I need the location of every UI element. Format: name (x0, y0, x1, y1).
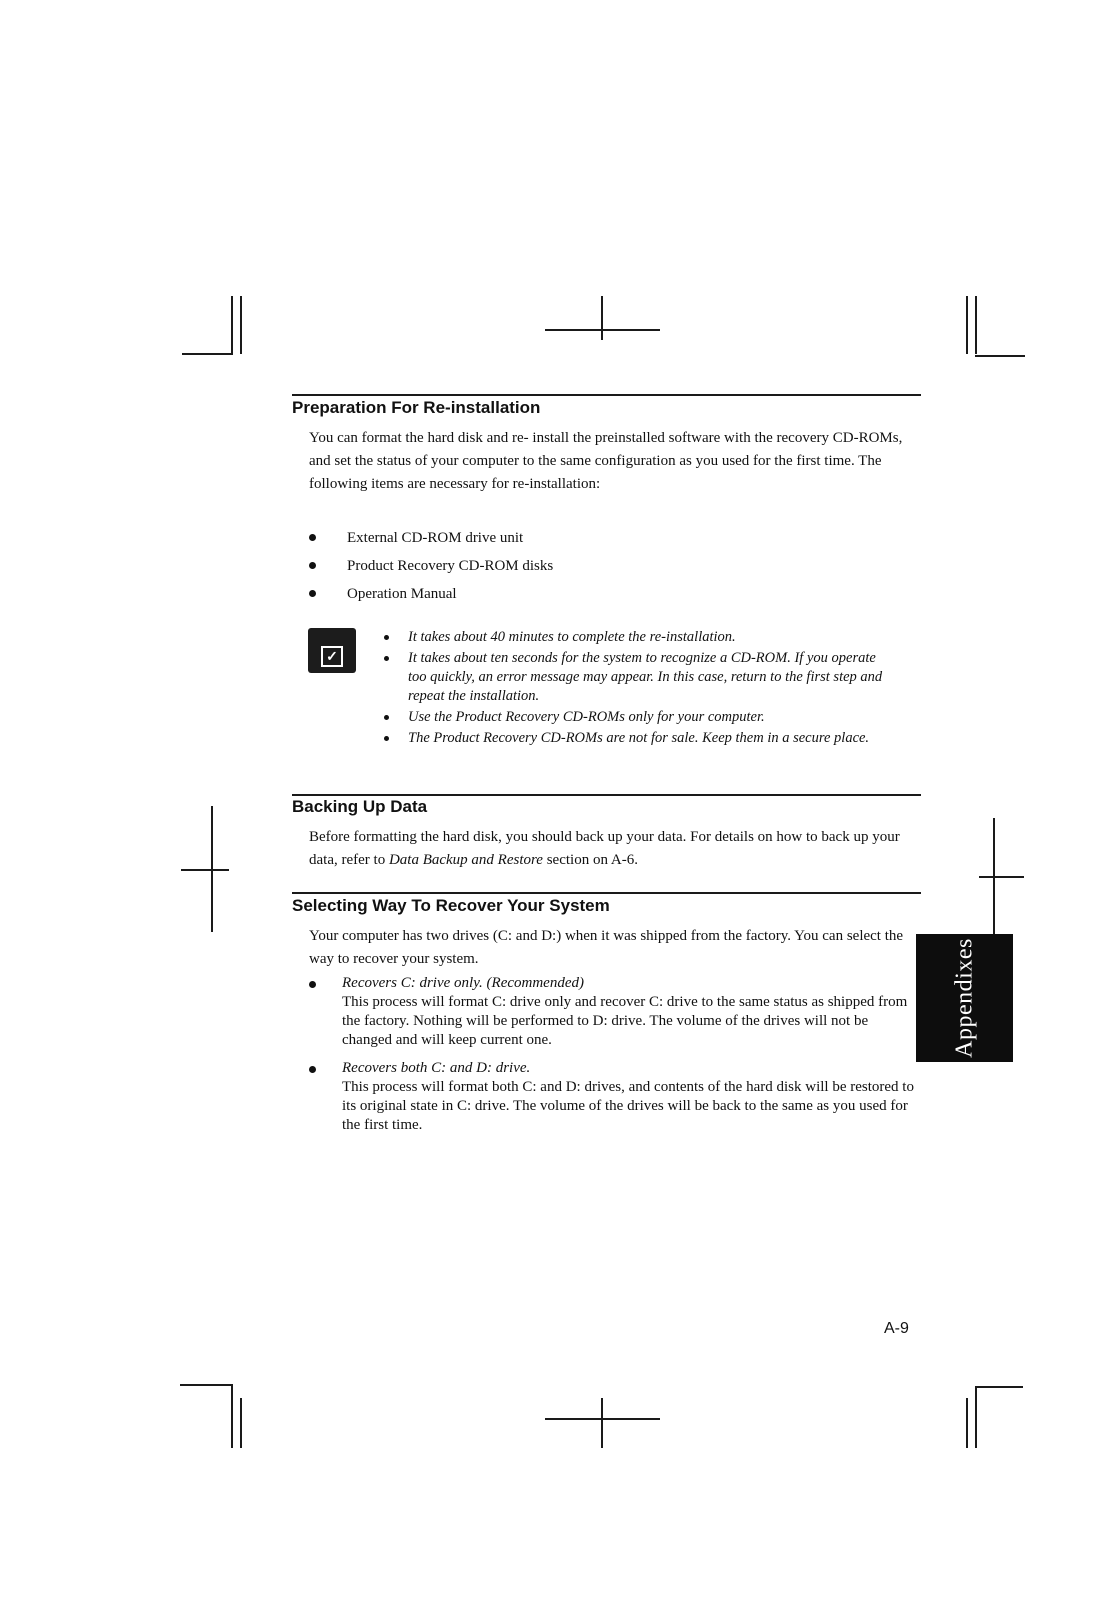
note-item (382, 708, 892, 727)
recovery-option-title: Recovers C: drive only. (Recommended) (342, 975, 584, 991)
backup-text-after: section on A-6. (542, 852, 638, 868)
note-text: It takes about ten seconds for the system to recognize a CD-ROM. If you operate too quickly, an error message may appear. In this case, return to the first step and repeat the installation. (408, 650, 883, 704)
recovery-option (305, 973, 917, 1050)
note-item (382, 729, 892, 748)
note-text: The Product Recovery CD-ROMs are not for sale. Keep them in a secure place. (408, 730, 870, 746)
list-item (305, 524, 553, 552)
heading-recover: Selecting Way To Recover Your System (292, 896, 610, 915)
heading-backup: Backing Up Data (292, 797, 428, 816)
bullet-dot-icon (309, 562, 316, 569)
check-mark-icon: ✓ (321, 646, 343, 667)
backup-text-before: Before formatting the hard disk, you should back up your data. For details on how to back up your data, refer to (309, 829, 900, 868)
recovery-options-list (305, 973, 917, 1143)
side-tab-label: Appendixes (951, 938, 977, 1058)
bullet-dot-icon (309, 590, 316, 597)
recovery-option (305, 1058, 917, 1135)
list-item-text: Product Recovery CD-ROM disks (347, 558, 554, 574)
note-text: It takes about 40 minutes to complete the re-installation. (408, 629, 736, 645)
backup-section-reference: Data Backup and Restore (388, 852, 543, 868)
section-rule-preparation (292, 394, 921, 396)
recovery-option-description: This process will format C: drive only and recover C: drive to the same status as shipped from the factory. Nothing will be performed to D: drive. The volume of the drives will not be changed and will keep current one. (342, 994, 908, 1048)
page-number: A-9 (884, 1320, 909, 1337)
bullet-dot-icon (384, 656, 389, 661)
section-rule-backup (292, 794, 921, 796)
list-item-text: External CD-ROM drive unit (347, 530, 524, 546)
note-item (382, 628, 892, 647)
recovery-option-description: This process will format both C: and D: drives, and contents of the hard disk will be restored to its original state in C: drive. The volume of the drives will be back to the same as you used for the first time. (342, 1079, 914, 1133)
heading-preparation: Preparation For Re-installation (292, 398, 541, 417)
list-item (305, 552, 553, 580)
checkbox-note-icon (308, 628, 356, 673)
recover-intro: Your computer has two drives (C: and D:) when it was shipped from the factory. You can select the way to recover your system. (309, 928, 904, 967)
notes-list (382, 628, 892, 750)
list-item-text: Operation Manual (347, 586, 457, 602)
bullet-dot-icon (384, 715, 389, 720)
bullet-dot-icon (384, 635, 389, 640)
bullet-dot-icon (309, 981, 316, 988)
bullet-dot-icon (309, 534, 316, 541)
note-item (382, 649, 892, 706)
required-items-list (305, 524, 553, 608)
appendixes-side-tab (916, 934, 1013, 1062)
recovery-option-title: Recovers both C: and D: drive. (342, 1060, 531, 1076)
section-rule-recover (292, 892, 921, 894)
bullet-dot-icon (309, 1066, 316, 1073)
list-item (305, 580, 553, 608)
preparation-intro: You can format the hard disk and re- install the preinstalled software with the recovery CD-ROMs, and set the status of your computer to the same configuration as you used for the first time. The following items are necessary for re-installation: (309, 430, 903, 492)
note-text: Use the Product Recovery CD-ROMs only for your computer. (408, 709, 765, 725)
bullet-dot-icon (384, 736, 389, 741)
backup-text (309, 826, 919, 872)
